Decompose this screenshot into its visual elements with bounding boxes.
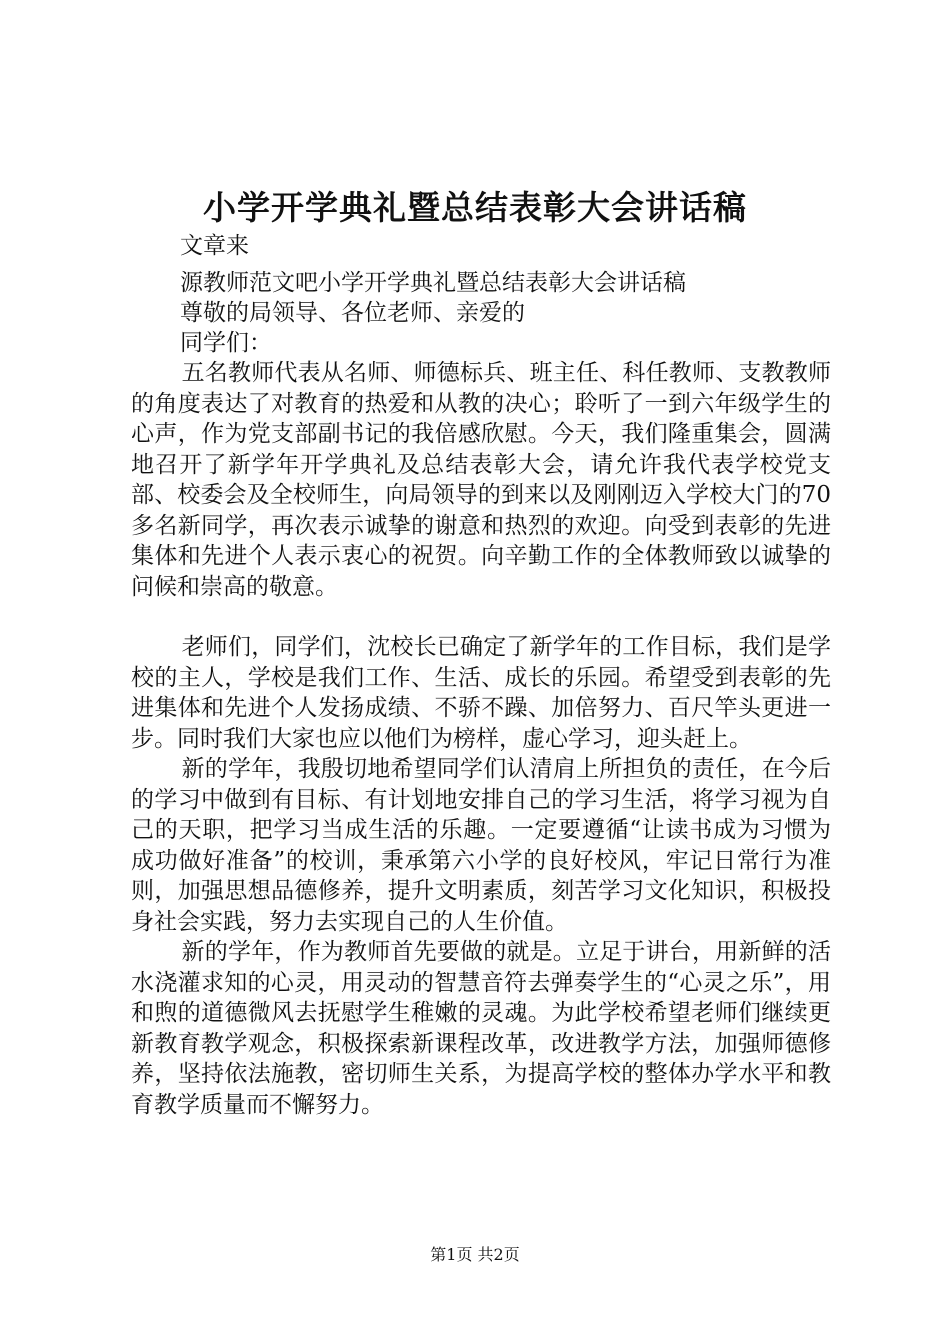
meta-line-source: 源教师范文吧小学开学典礼暨总结表彰大会讲话稿 <box>180 270 686 296</box>
meta-line-salutation: 尊敬的局领导、各位老师、亲爱的 <box>180 300 525 326</box>
document-title: 小学开学典礼暨总结表彰大会讲话稿 <box>203 188 747 227</box>
paragraph: 新的学年，我殷切地希望同学们认清肩上所担负的责任，在今后的学习中做到有目标、有计划地安排自己的学习生活，将学习视为自己的天职，把学习当成生活的乐趣。一定要遵循“让读书成为习惯为成功做好准备”的校训，秉承第六小学的良好校风，牢记日常行为准则，加强思想品德修养，提升文明素质，刻苦学习文化知识，积极投身社会实践，努力去实现自己的人生价值。 <box>131 756 831 935</box>
paragraph: 老师们，同学们，沈校长已确定了新学年的工作目标，我们是学校的主人，学校是我们工作、生活、成长的乐园。希望受到表彰的先进集体和先进个人发扬成绩、不骄不躁、加倍努力、百尺竿头更进一步。同时我们大家也应以他们为榜样，虚心学习，迎头赶上。 <box>131 634 831 752</box>
page-footer: 第1页 共2页 <box>430 1245 520 1264</box>
document-body <box>131 358 831 1120</box>
meta-line-source-prefix: 文章来 <box>180 233 249 259</box>
paragraph: 五名教师代表从名师、师德标兵、班主任、科任教师、支教教师的角度表达了对教育的热爱和从教的决心；聆听了一到六年级学生的心声，作为党支部副书记的我倍感欣慰。今天，我们隆重集会，圆满地召开了新学年开学典礼及总结表彰大会，请允许我代表学校党支部、校委会及全校师生，向局领导的到来以及刚刚迈入学校大门的70多名新同学，再次表示诚挚的谢意和热烈的欢迎。向受到表彰的先进集体和先进个人表示衷心的祝贺。向辛勤工作的全体教师致以诚挚的问候和崇高的敬意。 <box>131 360 831 600</box>
meta-line-salutation-cont: 同学们： <box>180 330 272 356</box>
paragraph: 新的学年，作为教师首先要做的就是。立足于讲台，用新鲜的活水浇灌求知的心灵，用灵动的智慧音符去弹奏学生的“心灵之乐”，用和煦的道德微风去抚慰学生稚嫩的灵魂。为此学校希望老师们继续更新教育教学观念，积极探索新课程改革，改进教学方法，加强师德修养，坚持依法施教，密切师生关系，为提高学校的整体办学水平和教育教学质量而不懈努力。 <box>131 939 831 1118</box>
